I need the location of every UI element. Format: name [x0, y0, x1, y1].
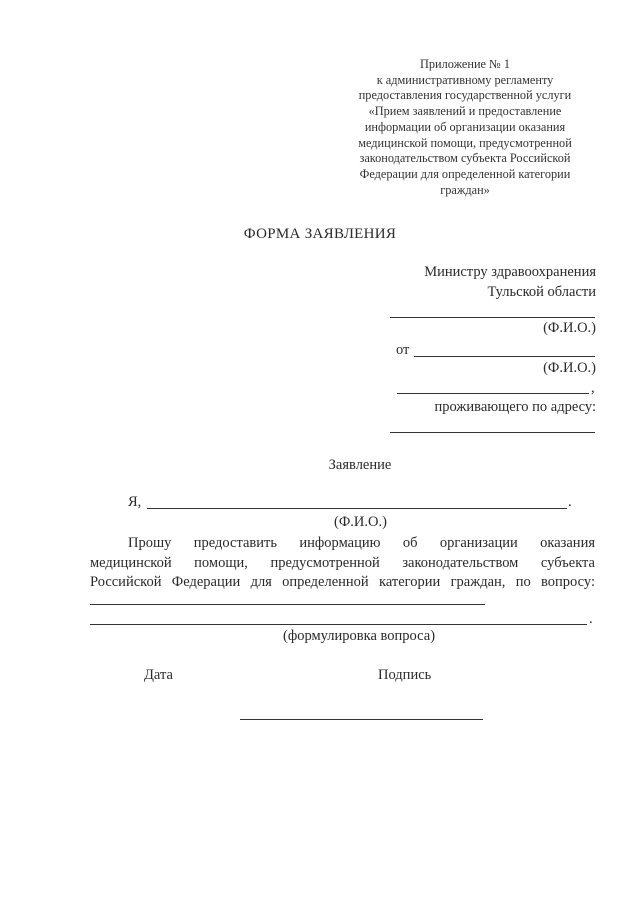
from-label: от	[396, 342, 410, 358]
annex-line: медицинской помощи, предусмотренной	[358, 135, 572, 150]
address-field[interactable]	[390, 432, 595, 433]
question-field-1[interactable]	[90, 604, 485, 605]
body-line-1: Прошу предоставить информацию об организации оказания	[128, 535, 595, 551]
annex-header	[345, 57, 585, 198]
annex-line: предоставления государственной услуги	[358, 88, 572, 103]
statement-heading: Заявление	[328, 457, 392, 473]
body-line-2: медицинской помощи, предусмотренной законодательством субъекта	[90, 555, 595, 571]
form-title: ФОРМА ЗАЯВЛЕНИЯ	[243, 226, 397, 242]
applicant-name-field[interactable]	[414, 356, 595, 357]
annex-line: «Прием заявлений и предоставление	[368, 104, 562, 119]
applicant-extra-field[interactable]	[397, 393, 589, 394]
body-line-3: Российской Федерации для определенной категории граждан, по вопросу:	[90, 574, 595, 590]
annex-line: информации об организации оказания	[364, 119, 566, 134]
question-field-2[interactable]	[90, 624, 587, 625]
fio-caption-1: (Ф.И.О.)	[543, 320, 596, 336]
addressee-line-1: Министру здравоохранения	[424, 264, 596, 280]
residing-label: проживающего по адресу:	[434, 399, 596, 415]
fio-caption-2: (Ф.И.О.)	[543, 360, 596, 376]
question-caption: (формулировка вопроса)	[283, 628, 436, 644]
signature-field[interactable]	[240, 719, 483, 720]
signature-label: Подпись	[378, 667, 432, 683]
annex-line: законодательством субъекта Российской	[359, 151, 571, 166]
annex-line: к административному регламенту	[376, 72, 554, 87]
minister-name-field[interactable]	[390, 317, 595, 318]
annex-line: Федерации для определенной категории	[359, 166, 571, 181]
annex-line: граждан»	[440, 182, 490, 197]
question-period: .	[589, 611, 593, 627]
statement-period: .	[568, 494, 572, 510]
comma: ,	[591, 380, 595, 396]
annex-line: Приложение № 1	[419, 57, 511, 71]
i-label: Я,	[128, 494, 142, 510]
statement-fio-caption: (Ф.И.О.)	[334, 514, 387, 530]
date-label: Дата	[144, 667, 173, 683]
statement-name-field[interactable]	[147, 508, 567, 509]
addressee-line-2: Тульской области	[487, 284, 596, 300]
